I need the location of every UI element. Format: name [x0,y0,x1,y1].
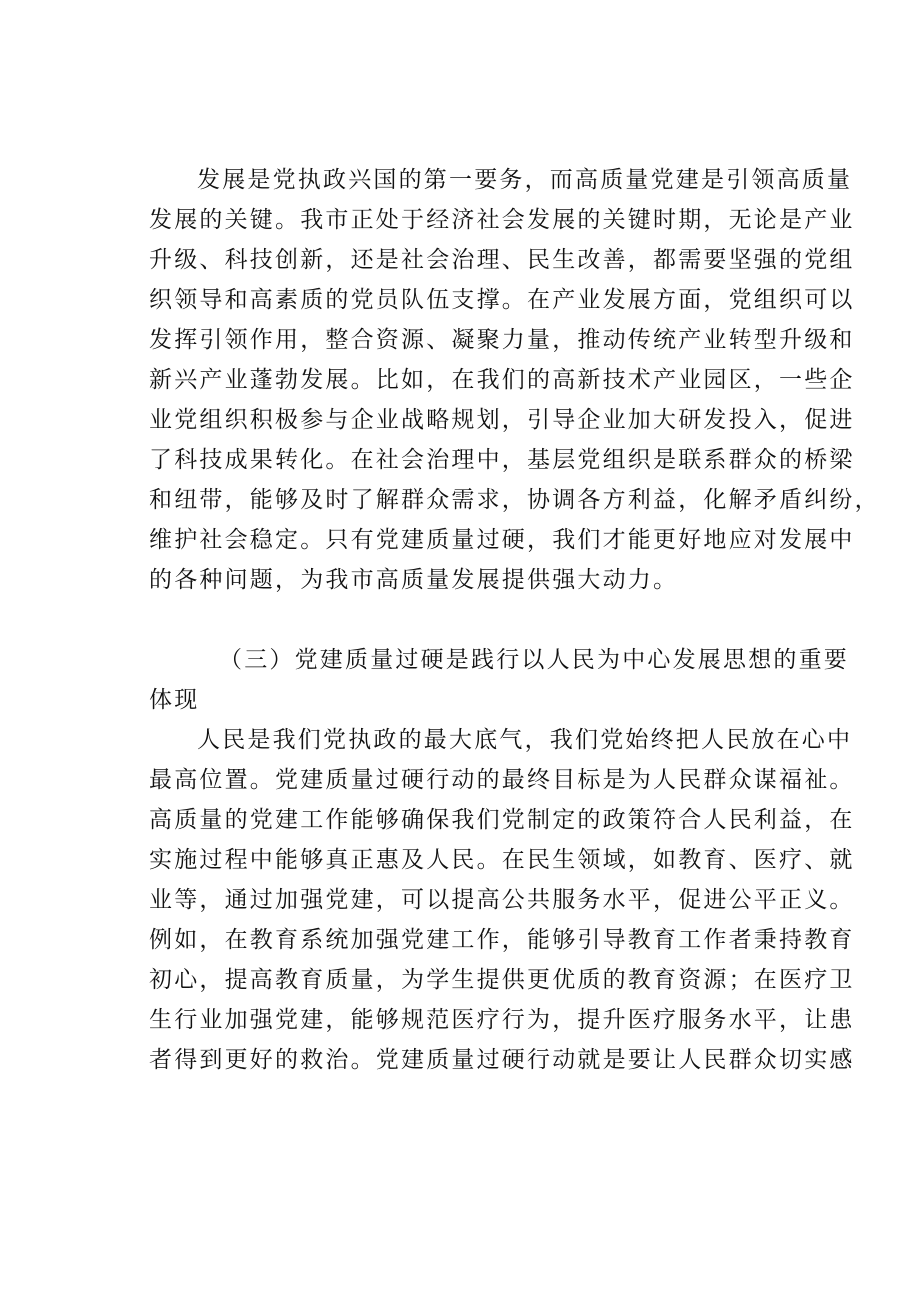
text-line: 最高位置。党建质量过硬行动的最终目标是为人民群众谋福祉。 [149,767,855,793]
text-line: 人民是我们党执政的最大底气，我们党始终把人民放在心中 [197,727,853,753]
heading-line: 体现 [149,687,200,713]
text-line: 高质量的党建工作能够确保我们党制定的政策符合人民利益，在 [149,807,855,833]
text-line: 的各种问题，为我市高质量发展提供强大动力。 [149,567,679,593]
text-line: 新兴产业蓬勃发展。比如，在我们的高新技术产业园区，一些企 [149,367,855,393]
text-line: 发展的关键。我市正处于经济社会发展的关键时期，无论是产业 [149,207,855,233]
heading-line: （三）党建质量过硬是践行以人民为中心发展思想的重要 [219,647,849,673]
section-heading-three [149,640,849,720]
body-paragraph-people [149,720,855,1080]
text-line: 维护社会稳定。只有党建质量过硬，我们才能更好地应对发展中 [149,527,855,553]
text-line: 业等，通过加强党建，可以提高公共服务水平，促进公平正义。 [149,887,855,913]
text-line: 升级、科技创新，还是社会治理、民生改善，都需要坚强的党组 [149,247,855,273]
text-line: 了科技成果转化。在社会治理中，基层党组织是联系群众的桥梁 [149,447,855,473]
text-line: 织领导和高素质的党员队伍支撑。在产业发展方面，党组织可以 [149,287,855,313]
text-line: 初心，提高教育质量，为学生提供更优质的教育资源；在医疗卫 [149,967,855,993]
text-line: 发挥引领作用，整合资源、凝聚力量，推动传统产业转型升级和 [149,327,855,353]
text-line: 生行业加强党建，能够规范医疗行为，提升医疗服务水平，让患 [149,1007,855,1033]
text-line: 和纽带，能够及时了解群众需求，协调各方利益，化解矛盾纠纷， [149,487,880,513]
text-line: 业党组织积极参与企业战略规划，引导企业加大研发投入，促进 [149,407,855,433]
text-line: 者得到更好的救治。党建质量过硬行动就是要让人民群众切实感 [149,1047,855,1073]
text-line: 发展是党执政兴国的第一要务，而高质量党建是引领高质量 [197,167,853,193]
body-paragraph-development [149,160,880,600]
text-line: 例如，在教育系统加强党建工作，能够引导教育工作者秉持教育 [149,927,855,953]
text-line: 实施过程中能够真正惠及人民。在民生领域，如教育、医疗、就 [149,847,855,873]
